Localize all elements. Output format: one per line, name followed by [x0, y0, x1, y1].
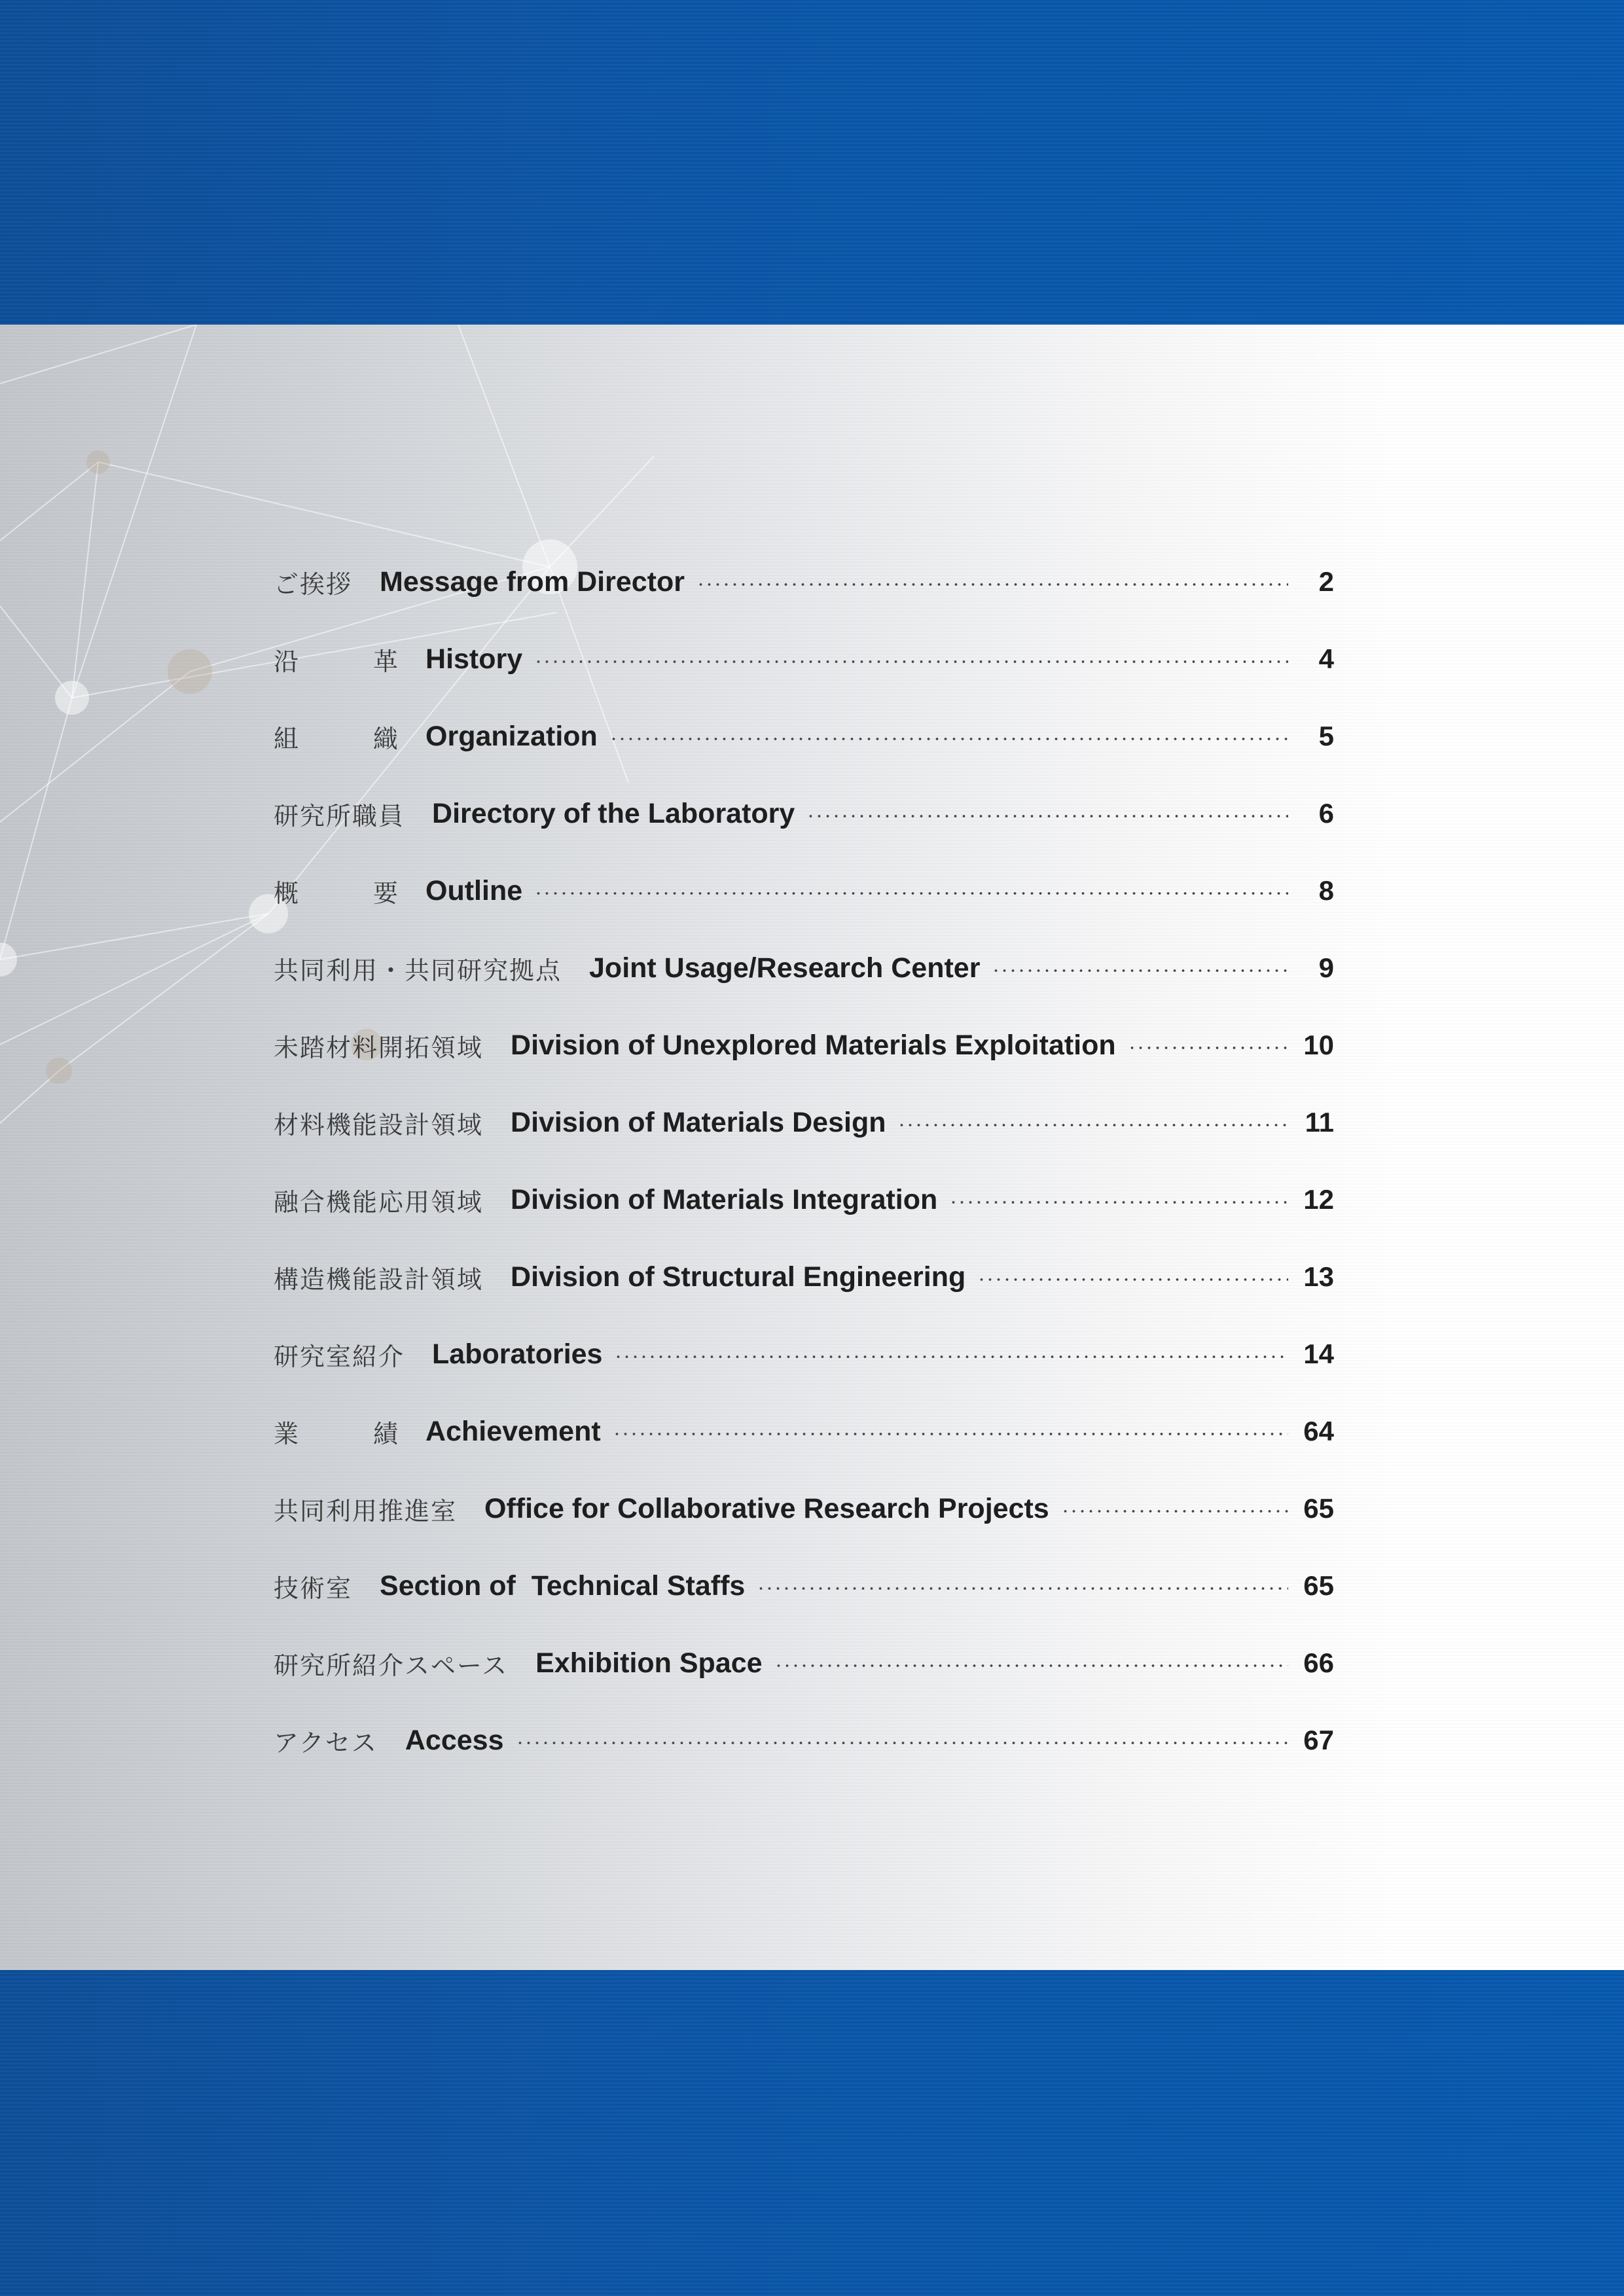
toc-entry-jp: 研究所職員 [274, 801, 405, 831]
toc-entry-title: History [425, 643, 523, 675]
toc-entry-title: Division of Materials Design [511, 1106, 886, 1138]
toc-entry-title: Division of Unexplored Materials Exploitation [511, 1029, 1116, 1061]
dot-leader [614, 1355, 1288, 1359]
toc-entry-jp: 共同利用推進室 [274, 1496, 458, 1526]
dot-leader [977, 1278, 1288, 1282]
toc-entry-title: Exhibition Space [535, 1647, 763, 1679]
toc-entry-title: Directory of the Laboratory [432, 797, 795, 829]
toc-entry-title: Organization [425, 720, 598, 752]
dot-leader [806, 814, 1288, 818]
toc-entry[interactable] [274, 543, 1334, 620]
toc-entry[interactable] [274, 1084, 1334, 1161]
toc-entry-jp: 概 要 [274, 878, 424, 908]
toc-entry-title: Achievement [425, 1415, 601, 1447]
toc-entry[interactable] [274, 852, 1334, 929]
toc-entry-page: 14 [1303, 1338, 1334, 1369]
toc-entry-jp: 材料機能設計領域 [274, 1110, 484, 1139]
toc-entry-jp: 業 績 [274, 1419, 424, 1448]
dot-leader [757, 1587, 1288, 1590]
dot-leader [949, 1200, 1288, 1204]
bottom-blue-band [0, 1970, 1624, 2296]
toc-entry-page: 66 [1303, 1647, 1334, 1678]
toc-entry-title: Message from Director [380, 565, 685, 598]
toc-entry[interactable] [274, 1316, 1334, 1393]
toc-entry[interactable] [274, 1702, 1334, 1779]
toc-entry[interactable] [274, 1547, 1334, 1624]
toc-entry-jp: 未踏材料開拓領域 [274, 1033, 484, 1062]
top-blue-band [0, 0, 1624, 325]
toc-entry[interactable] [274, 929, 1334, 1007]
dot-leader [534, 891, 1288, 895]
toc-entry-page: 9 [1318, 952, 1334, 983]
toc-entry[interactable] [274, 698, 1334, 775]
toc-entry-page: 4 [1318, 643, 1334, 674]
toc-entry-jp: ご挨拶 [274, 569, 353, 599]
toc-entry[interactable] [274, 1624, 1334, 1702]
toc-entry-page: 12 [1303, 1184, 1334, 1215]
toc-entry-page: 67 [1303, 1725, 1334, 1755]
dot-leader [992, 969, 1288, 973]
toc-entry-title: Office for Collaborative Research Projects [484, 1492, 1049, 1524]
toc-entry-title: Joint Usage/Research Center [589, 952, 981, 984]
toc-entry-title: Section of Technical Staffs [380, 1570, 746, 1602]
toc-entry-jp: アクセス [274, 1728, 378, 1757]
toc-entry[interactable] [274, 775, 1334, 852]
toc-entry-page: 6 [1318, 798, 1334, 829]
toc-entry-page: 11 [1305, 1107, 1334, 1138]
dot-leader [897, 1123, 1288, 1127]
toc-entry-page: 65 [1303, 1493, 1334, 1524]
dot-leader [609, 737, 1288, 741]
dot-leader [534, 660, 1288, 664]
dot-leader [1128, 1046, 1288, 1050]
toc-entry-page: 5 [1318, 721, 1334, 751]
toc-entry-title: Access [405, 1724, 504, 1756]
toc-entry-title: Division of Structural Engineering [511, 1261, 966, 1293]
toc-entry-jp: 融合機能応用領域 [274, 1187, 484, 1217]
toc-entry-page: 10 [1303, 1030, 1334, 1060]
toc-entry-jp: 組 織 [274, 724, 424, 753]
toc-entry-jp: 研究所紹介スペース [274, 1651, 509, 1680]
toc-entry[interactable] [274, 1161, 1334, 1238]
toc-entry-jp: 技術室 [274, 1573, 353, 1603]
toc-entry[interactable] [274, 1393, 1334, 1470]
toc-entry-title: Division of Materials Integration [511, 1183, 938, 1215]
toc-entry-title: Outline [425, 874, 523, 906]
toc-entry-jp: 沿 革 [274, 647, 424, 676]
toc-entry-jp: 研究室紹介 [274, 1342, 405, 1371]
toc-entry[interactable] [274, 1007, 1334, 1084]
toc-entry-jp: 共同利用・共同研究拠点 [274, 956, 562, 985]
toc-entry-title: Laboratories [432, 1338, 603, 1370]
silver-content-panel [0, 325, 1624, 1970]
toc-entry[interactable] [274, 620, 1334, 698]
toc-entry[interactable] [274, 1470, 1334, 1547]
toc-entry-page: 2 [1318, 566, 1334, 597]
toc-entry-page: 13 [1303, 1261, 1334, 1292]
table-of-contents [274, 543, 1334, 1779]
dot-leader [516, 1741, 1288, 1745]
dot-leader [696, 583, 1288, 586]
dot-leader [613, 1432, 1288, 1436]
toc-entry-jp: 構造機能設計領域 [274, 1265, 484, 1294]
toc-entry-page: 65 [1303, 1570, 1334, 1601]
dot-leader [1061, 1509, 1288, 1513]
toc-entry-page: 64 [1303, 1416, 1334, 1446]
dot-leader [774, 1664, 1288, 1668]
toc-entry[interactable] [274, 1238, 1334, 1316]
toc-entry-page: 8 [1318, 875, 1334, 906]
